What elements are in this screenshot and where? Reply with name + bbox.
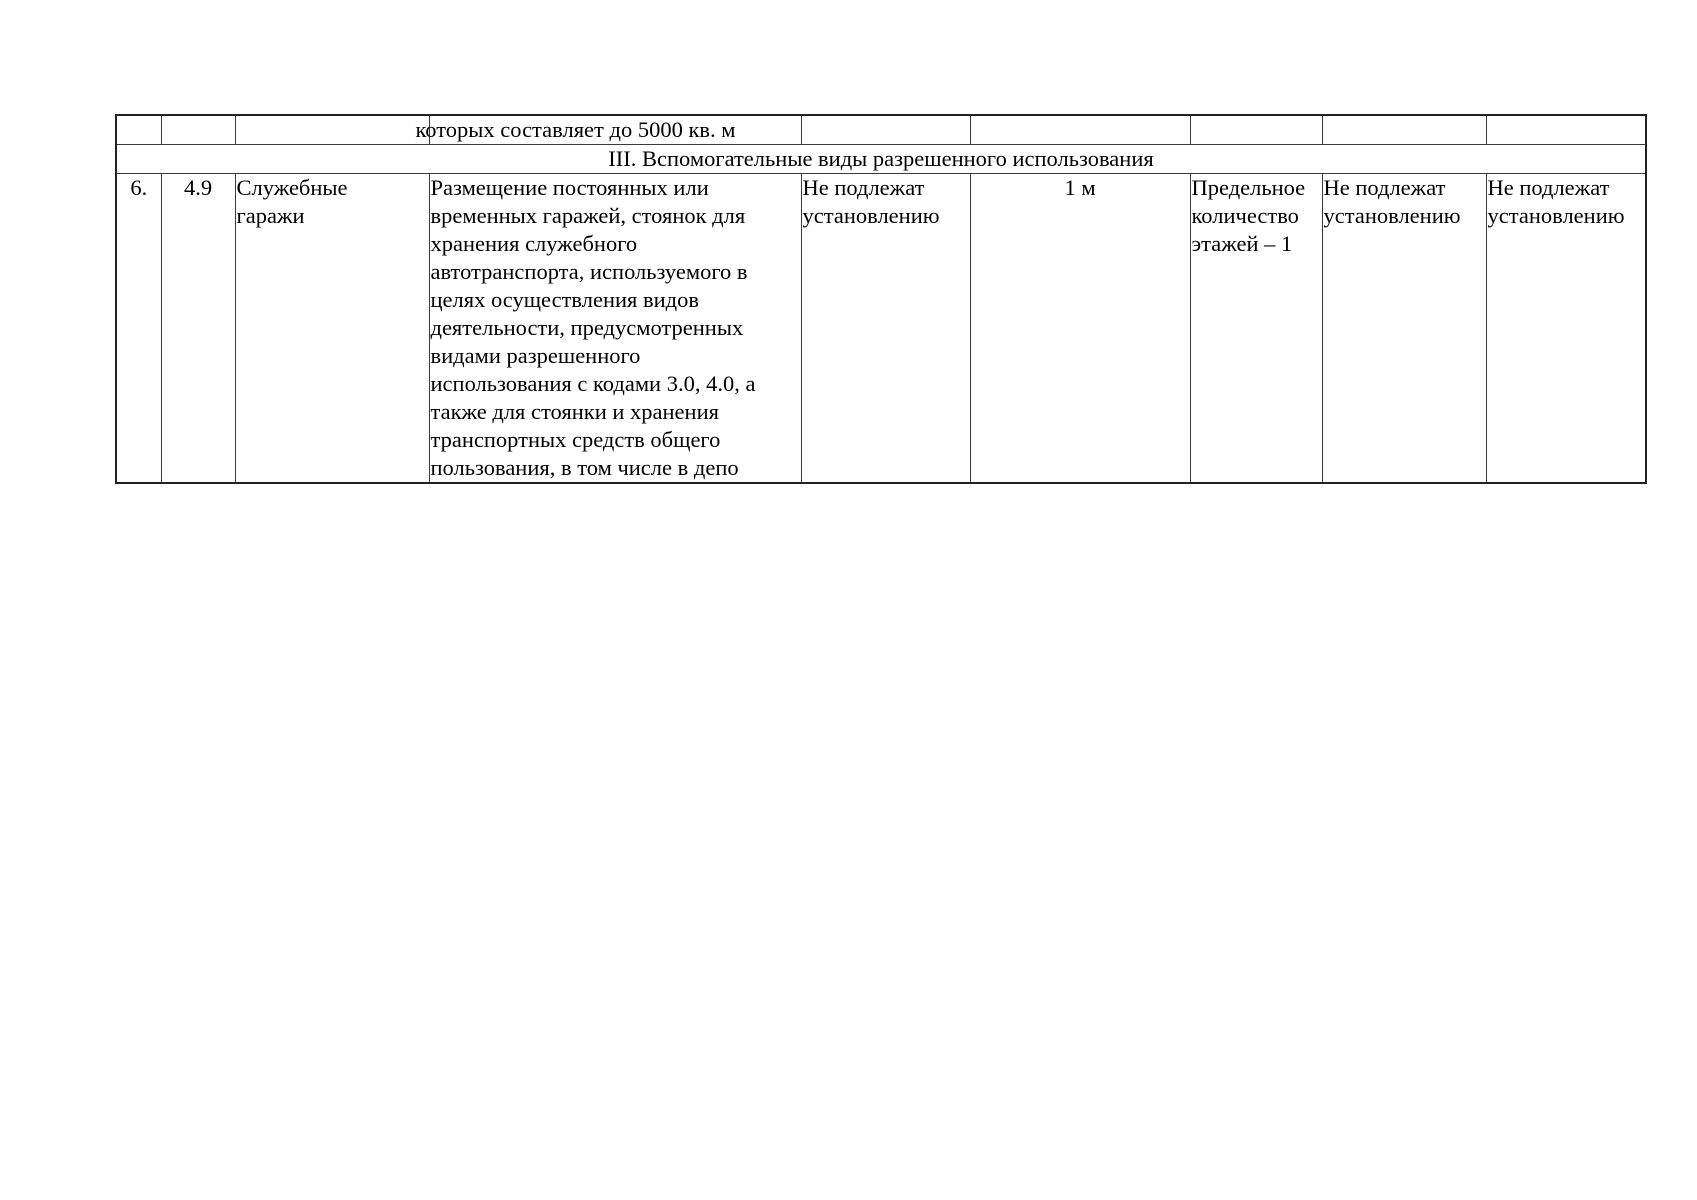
row-col9: Не подлежат установлению [1486, 174, 1646, 484]
cell-col8 [1322, 115, 1486, 145]
row-col7: Предельное количество этажей – 1 [1190, 174, 1322, 484]
cell-num [116, 115, 161, 145]
cell-col9 [1486, 115, 1646, 145]
row-name: Служебные гаражи [235, 174, 429, 484]
row-col5: Не подлежат установлению [801, 174, 970, 484]
row-code: 4.9 [161, 174, 235, 484]
zoning-regulations-table [115, 114, 1647, 484]
row-description: Размещение постоянных или временных гаражей, стоянок для хранения служебного автотранспорта, используемого в целях осуществления видов деятельности, предусмотренных видами разрешенного использования с кодами 3.0, 4.0, а также для стоянки и хранения транспортных средств общего пользования, в том числе в депо [429, 174, 801, 484]
cell-description: которых составляет до 5000 кв. м [415, 115, 787, 145]
cell-col5 [801, 115, 970, 145]
section-header-row [116, 145, 1646, 174]
row-number: 6. [116, 174, 161, 484]
cell-col7 [1190, 115, 1322, 145]
row-col6: 1 м [970, 174, 1190, 484]
table-row [116, 174, 1646, 484]
section-header: III. Вспомогательные виды разрешенного использования [116, 145, 1646, 174]
cell-name [235, 115, 429, 145]
continuation-row [116, 115, 1646, 145]
cell-col6 [970, 115, 1190, 145]
cell-code [161, 115, 235, 145]
row-col8: Не подлежат установлению [1322, 174, 1486, 484]
